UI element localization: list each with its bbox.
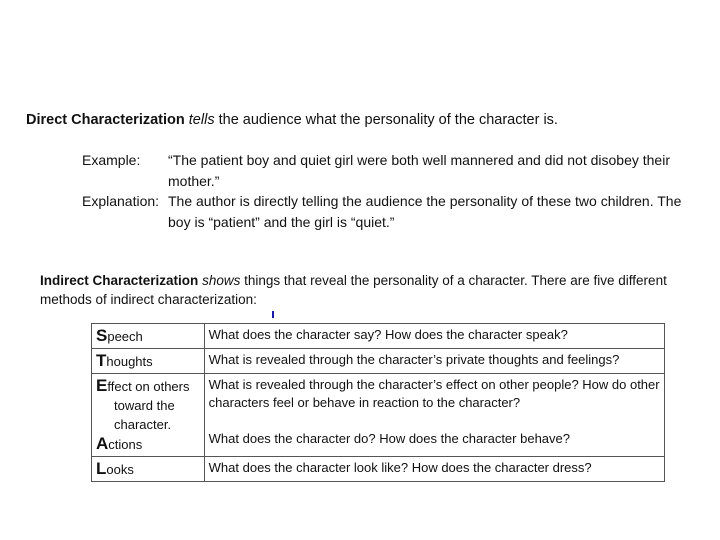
table-row [92, 349, 665, 374]
direct-definition: the audience what the personality of the character is. [214, 112, 558, 128]
direct-verb: tells [188, 112, 215, 128]
explanation-label: Explanation: [82, 193, 160, 209]
explanation-text: The author is directly telling the audience the personality of these two children. The boy is “patient” and the girl is “quiet.” [168, 193, 682, 230]
table-row [92, 324, 665, 349]
method-question: What does the character say? How does the character speak? [204, 324, 664, 349]
methods-table [91, 323, 665, 482]
indirect-verb: shows [202, 273, 241, 288]
direct-term: Direct Characterization [26, 112, 185, 128]
table-row [92, 457, 665, 482]
method-question: What is revealed through the character’s effect on other people? How do other characters feel or behave in reaction to the character? What does the character do? How does the character behave? [204, 374, 664, 457]
method-question: What does the character look like? How does the character dress? [204, 457, 664, 482]
indirect-characterization-intro [40, 271, 680, 309]
example-label: Example: [82, 152, 141, 168]
direct-heading [26, 110, 706, 130]
method-name: Looks [92, 457, 205, 482]
method-name: Effect on others toward the character. Actions [92, 374, 205, 457]
direct-characterization-section [26, 110, 706, 230]
indirect-definition: things that reveal the personality of a character. There are five different methods of indirect characterization: [40, 273, 667, 307]
method-question: What is revealed through the character’s private thoughts and feelings? [204, 349, 664, 374]
cursor-mark [272, 311, 274, 318]
method-name: Speech [92, 324, 205, 349]
method-name: Thoughts [92, 349, 205, 374]
example-text: “The patient boy and quiet girl were both well mannered and did not disobey their mother.” [168, 152, 670, 189]
indirect-term: Indirect Characterization [40, 273, 199, 288]
table-row [92, 374, 665, 457]
